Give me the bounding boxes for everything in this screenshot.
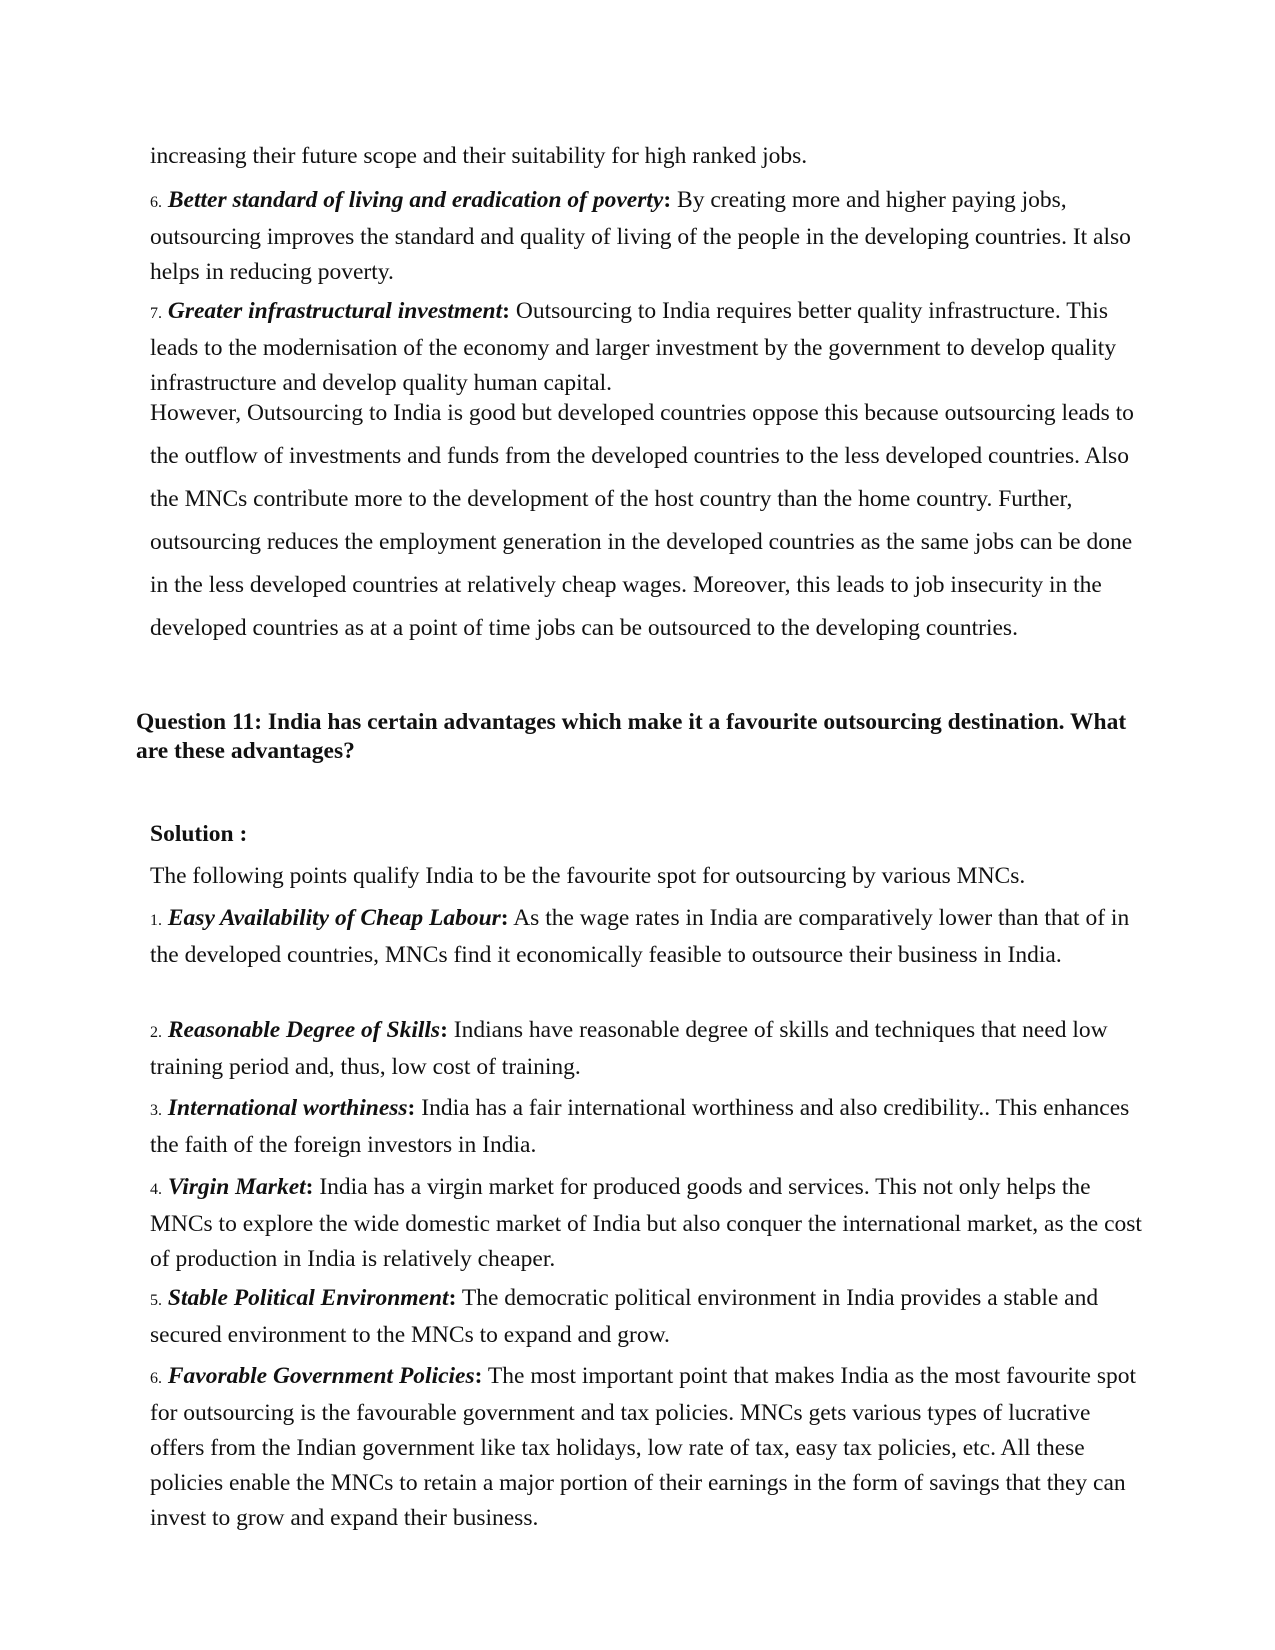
solution-point-3: 3. International worthiness: India has a fair international worthiness and also credibility.. This enhances the faith of the foreign investors in India. — [150, 1095, 1130, 1158]
solution-point-2: 2. Reasonable Degree of Skills: Indians have reasonable degree of skills and techniques that need low training period and, thus, low cost of training. — [150, 1017, 1108, 1080]
point-number: 4. — [150, 1181, 162, 1198]
point-term: Greater infrastructural investment — [167, 298, 503, 324]
point-text: Outsourcing to India requires better quality infrastructure. This leads to the modernisation of the economy and larger investment by the government to develop quality infrastructure and develop quality human capital. — [150, 298, 1117, 396]
point-number: 7. — [150, 305, 162, 322]
solution-point-1: 1. Easy Availability of Cheap Labour: As the wage rates in India are comparatively lower than that of in the developed countries, MNCs find it economically feasible to outsource their business in India. — [150, 905, 1130, 968]
solution-point-4: 4. Virgin Market: India has a virgin market for produced goods and services. This not only helps the MNCs to explore the wide domestic market of India but also conquer the international market, as the cost of production in India is relatively cheaper. — [150, 1174, 1142, 1272]
point-text: The most important point that makes India as the most favourite spot for outsourcing is the favourable government and tax policies. MNCs gets various types of lucrative offers from the Indian government like tax holidays, low rate of tax, easy tax policies, etc. All these policies enable the MNCs to retain a major portion of their earnings in the form of savings that they can invest to grow and expand their business. — [150, 1363, 1137, 1531]
point-number: 6. — [150, 194, 162, 211]
solution-heading: Solution : — [150, 821, 248, 847]
question-heading — [136, 708, 1146, 766]
prev-point-6: 6. Better standard of living and eradication of poverty: By creating more and higher paying jobs, outsourcing improves the standard and quality of living of the people in the developing countries. It also helps in reducing poverty. — [150, 187, 1131, 285]
point-text: India has a fair international worthiness and also credibility.. This enhances the faith of the foreign investors in India. — [150, 1095, 1130, 1158]
point-term: Virgin Market — [167, 1174, 306, 1200]
point-term: Easy Availability of Cheap Labour — [167, 905, 501, 931]
point-text: The democratic political environment in India provides a stable and secured environment to the MNCs to expand and grow. — [150, 1285, 1099, 1348]
point-term: Better standard of living and eradication of poverty — [167, 187, 664, 213]
point-number: 3. — [150, 1102, 162, 1119]
solution-intro: The following points qualify India to be the favourite spot for outsourcing by various MNCs. — [150, 863, 1026, 889]
point-term: Reasonable Degree of Skills — [167, 1017, 441, 1043]
question-label: Question 11 — [136, 709, 255, 735]
solution-point-6: 6. Favorable Government Policies: The most important point that makes India as the most favourite spot for outsourcing is the favourable government and tax policies. MNCs gets various types of lucrative offers from the Indian government like tax holidays, low rate of tax, easy tax policies, etc. All these policies enable the MNCs to retain a major portion of their earnings in the form of savings that they can invest to grow and expand their business. — [150, 1363, 1137, 1531]
point-text: India has a virgin market for produced goods and services. This not only helps the MNCs to explore the wide domestic market of India but also conquer the international market, as the cost of production in India is relatively cheaper. — [150, 1174, 1142, 1272]
point-number: 1. — [150, 912, 162, 929]
point-term: Favorable Government Policies — [167, 1363, 475, 1389]
point-text: By creating more and higher paying jobs, outsourcing improves the standard and quality of living of the people in the developing countries. It also helps in reducing poverty. — [150, 187, 1131, 285]
point-number: 6. — [150, 1370, 162, 1387]
however-paragraph: However, Outsourcing to India is good but developed countries oppose this because outsourcing leads to the outflow of investments and funds from the developed countries to the less developed countries. Also the MNCs contribute more to the development of the host country than the home country. Further, outsourcing reduces the employment generation in the developed countries as the same jobs can be done in the less developed countries at relatively cheap wages. Moreover, this leads to job insecurity in the developed countries as at a point of time jobs can be outsourced to the developing countries. — [150, 400, 1134, 641]
point-number: 5. — [150, 1292, 162, 1309]
question-text: : India has certain advantages which make it a favourite outsourcing destination. What are these advantages? — [136, 709, 1127, 764]
prev-point-7: 7. Greater infrastructural investment: Outsourcing to India requires better quality infrastructure. This leads to the modernisation of the economy and larger investment by the government to develop quality infrastructure and develop quality human capital. — [150, 298, 1117, 396]
point-term: Stable Political Environment — [167, 1285, 449, 1311]
solution-point-5: 5. Stable Political Environment: The democratic political environment in India provides a stable and secured environment to the MNCs to expand and grow. — [150, 1285, 1099, 1348]
point-text: As the wage rates in India are comparatively lower than that of in the developed countries, MNCs find it economically feasible to outsource their business in India. — [150, 905, 1130, 968]
point-text: Indians have reasonable degree of skills and techniques that need low training period and, thus, low cost of training. — [150, 1017, 1108, 1080]
carryover-text: increasing their future scope and their suitability for high ranked jobs. — [150, 143, 808, 169]
point-number: 2. — [150, 1024, 162, 1041]
point-term: International worthiness — [167, 1095, 408, 1121]
